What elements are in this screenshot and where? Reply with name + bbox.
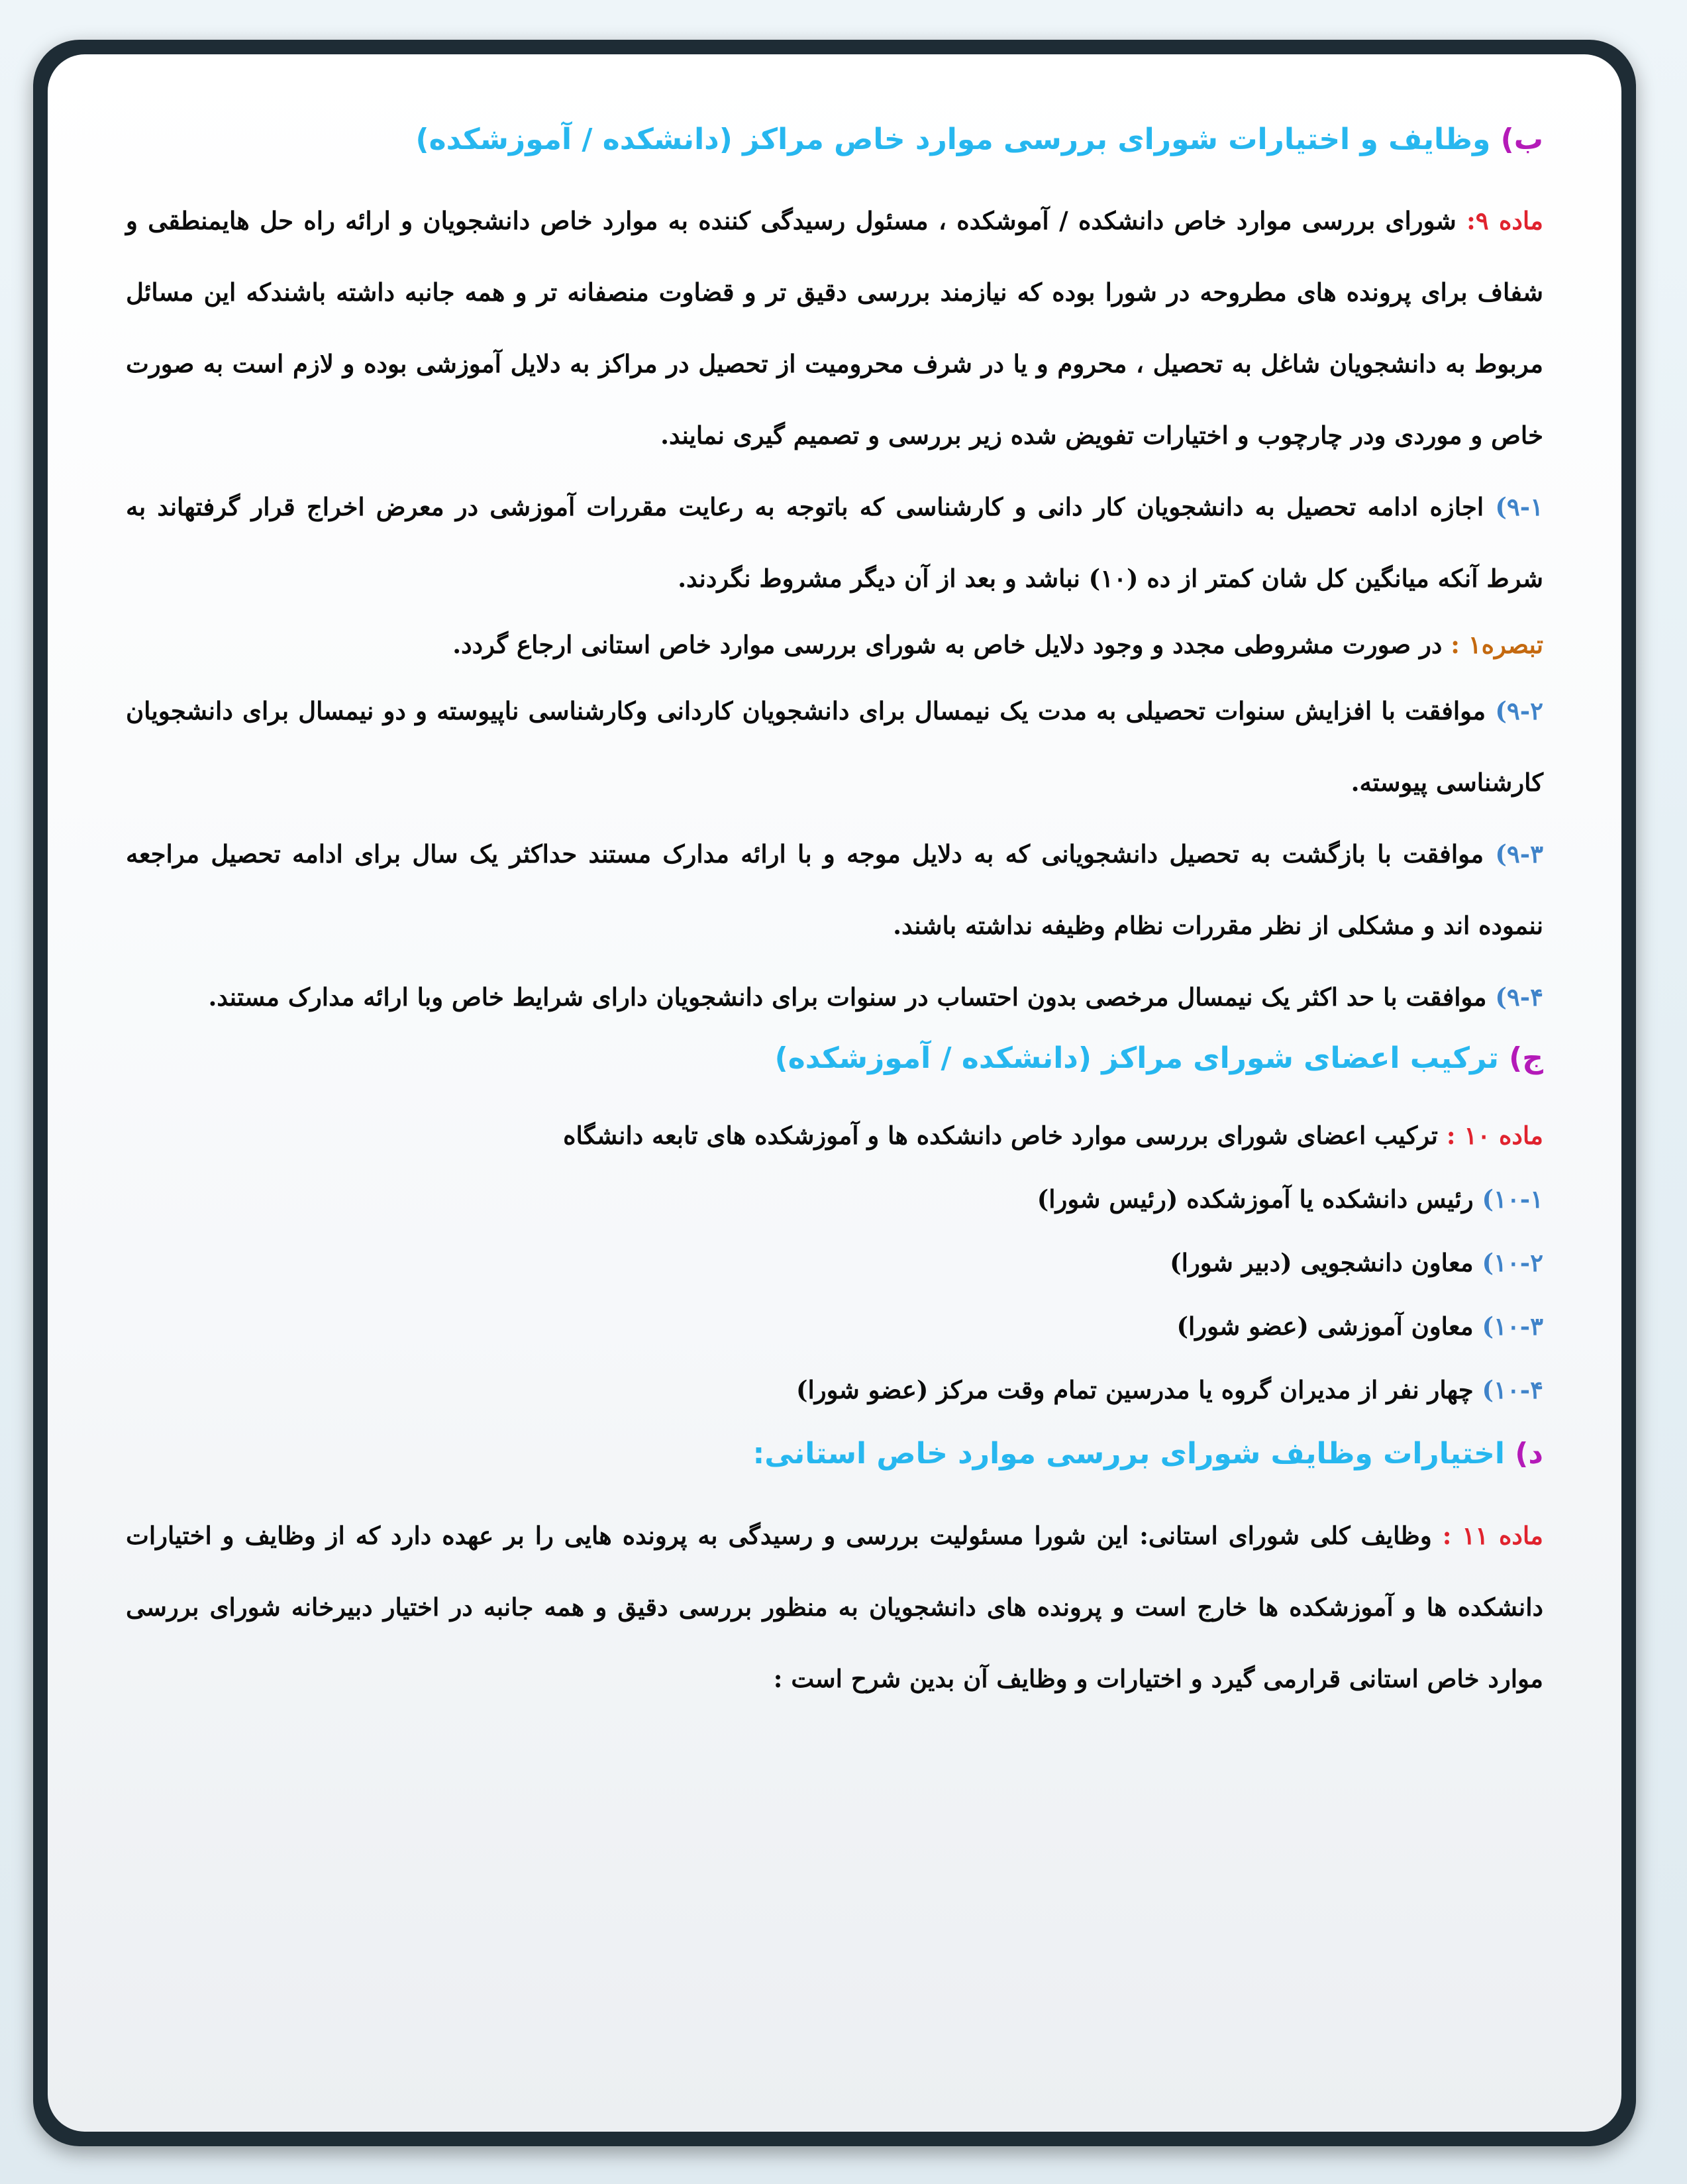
article-9 [126, 185, 1543, 471]
article-11-label: ماده ۱۱ : [1442, 1520, 1543, 1550]
member-item [126, 1231, 1543, 1294]
item-9-3-text: موافقت با بازگشت به تحصیل دانشجویانی که به دلایل موجه و با ارائه مدارک مستند حداکثر یک سال برای ادامه تحصیل مراجعه ننموده اند و مشکلی از نظر مقررات نظام وظیفه نداشته باشند. [126, 839, 1543, 941]
member-item [126, 1294, 1543, 1358]
item-9-3-label: ۹-۳) [1495, 839, 1543, 869]
member-text: معاون آموزشی (عضو شورا) [1176, 1312, 1474, 1341]
note-1-text: در صورت مشروطی مجدد و وجود دلایل خاص به شورای بررسی موارد خاص استانی ارجاع گردد. [452, 630, 1443, 660]
member-item [126, 1358, 1543, 1422]
section-d-letter: د) [1515, 1437, 1543, 1471]
section-c-letter: ج) [1509, 1041, 1543, 1076]
item-9-1 [126, 471, 1543, 614]
section-b-letter: ب) [1500, 123, 1543, 156]
article-10-label: ماده ۱۰ : [1446, 1121, 1543, 1151]
item-9-1-text: اجازه ادامه تحصیل به دانشجویان کار دانی و کارشناسی که باتوجه به رعایت مقررات آموزشی در معرض اخراج قرار گرفتهاند به شرط آنکه میانگین کل شان کمتر از ده (۱۰) نباشد و بعد از آن دیگر مشروط نگردند. [126, 492, 1543, 594]
section-c-title: ترکیب اعضای شورای مراکز (دانشکده / آموزشکده) [774, 1041, 1499, 1076]
member-label: ۱۰-۳) [1482, 1312, 1543, 1341]
item-9-2-label: ۹-۲) [1495, 696, 1543, 726]
article-11 [126, 1500, 1543, 1714]
document-page [48, 54, 1621, 2132]
item-9-2-text: موافقت با افزایش سنوات تحصیلی به مدت یک نیمسال برای دانشجویان کاردانی وکارشناسی ناپیوسته و دو نیمسال برای دانشجویان کارشناسی پیوسته. [126, 696, 1543, 798]
member-item [126, 1167, 1543, 1231]
item-9-4-label: ۹-۴) [1495, 982, 1543, 1012]
article-10 [126, 1104, 1543, 1167]
article-10-text: ترکیب اعضای شورای بررسی موارد خاص دانشکده ها و آموزشکده های تابعه دانشگاه [563, 1121, 1438, 1151]
note-1-label: تبصره۱ : [1451, 630, 1543, 660]
member-label: ۱۰-۴) [1482, 1375, 1543, 1405]
member-text: معاون دانشجویی (دبیر شورا) [1170, 1248, 1474, 1278]
section-d-title: اختیارات وظایف شورای بررسی موارد خاص استانی: [752, 1437, 1505, 1471]
item-9-4 [126, 961, 1543, 1033]
member-text: چهار نفر از مدیران گروه یا مدرسین تمام وقت مرکز (عضو شورا) [795, 1375, 1474, 1405]
note-1 [126, 614, 1543, 675]
article-9-text: شورای بررسی موارد خاص دانشکده / آموشکده ، مسئول رسیدگی کننده به موارد خاص دانشجویان و ارائه راه حل هایمنطقی و شفاف برای پرونده های مطروحه در شورا بوده که نیازمند بررسی دقیق تر و قضاوت منصفانه تر و همه جانبه داشته باشندکه این مسائل مربوط به دانشجویان شاغل به تحصیل ، محروم و یا در شرف محرومیت از تحصیل در مراکز به دلایل آموزشی بوده و لازم است به صورت خاص و موردی ودر چارچوب و اختیارات تفویض شده زیر بررسی و تصمیم گیری نمایند. [126, 206, 1543, 450]
member-label: ۱۰-۱) [1482, 1184, 1543, 1214]
member-text: رئیس دانشکده یا آموزشکده (رئیس شورا) [1037, 1184, 1474, 1214]
section-b-title: وظایف و اختیارات شورای بررسی موارد خاص مراکز (دانشکده / آموزشکده) [415, 123, 1491, 156]
section-c-heading [126, 1039, 1543, 1077]
member-label: ۱۰-۲) [1482, 1248, 1543, 1278]
item-9-2 [126, 675, 1543, 818]
section-d-heading [126, 1435, 1543, 1473]
article-11-text: وظایف کلی شورای استانی: این شورا مسئولیت بررسی و رسیدگی به پرونده هایی را بر عهده دارد که از وظایف و اختیارات دانشکده ها و آموزشکده ها خارج است و پرونده های دانشجویان به منظور بررسی دقیق و همه جانبه در اختیار دبیرخانه شورای بررسی موارد خاص استانی قرارمی گیرد و اختیارات و وظایف آن بدین شرح است : [126, 1520, 1543, 1693]
item-9-1-label: ۹-۱) [1495, 492, 1543, 522]
item-9-3 [126, 818, 1543, 961]
article-9-label: ماده ۹: [1466, 206, 1543, 236]
item-9-4-text: موافقت با حد اکثر یک نیمسال مرخصی بدون احتساب در سنوات برای دانشجویان دارای شرایط خاص وبا ارائه مدارک مستند. [208, 982, 1487, 1012]
section-b-heading [126, 121, 1543, 158]
